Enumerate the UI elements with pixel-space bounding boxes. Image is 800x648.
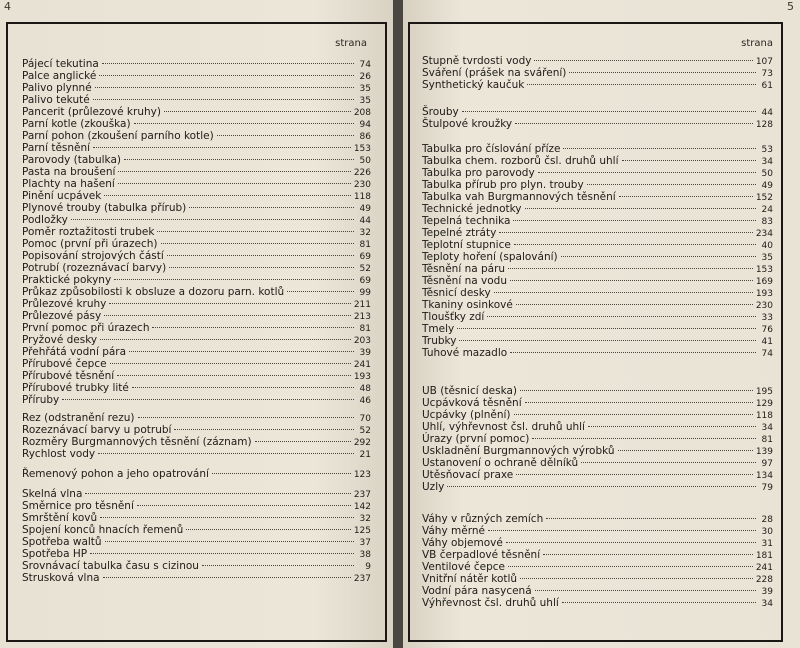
index-entry-page: 39 [359, 348, 371, 358]
index-entry-page: 53 [761, 145, 773, 155]
dot-leader [174, 429, 354, 430]
index-entry-text: Pájecí tekutina [22, 58, 99, 70]
index-entry-text: Rez (odstranění rezu) [22, 412, 135, 424]
index-entry-text: Teplotní stupnice [422, 239, 511, 251]
dot-leader [287, 291, 354, 292]
index-entry-page: 69 [359, 276, 371, 286]
index-entry-page: 34 [761, 599, 773, 609]
index-entry-text: Příruby [22, 394, 60, 406]
dot-leader [93, 147, 351, 148]
dot-leader [118, 183, 351, 184]
index-entry-page: 81 [359, 324, 371, 334]
dot-leader [514, 244, 756, 245]
dot-leader [189, 207, 354, 208]
index-entry-text: Váhy v různých zemích [422, 513, 544, 525]
index-entry-page: 134 [755, 471, 773, 481]
page-column-header-left: strana [335, 38, 367, 49]
index-entry-text: Výhřevnost čsl. druhů uhlí [422, 597, 559, 609]
dot-leader [93, 99, 354, 100]
index-entry-page: 34 [761, 157, 773, 167]
dot-leader [103, 577, 351, 578]
index-entry-text: Parovody (tabulka) [22, 154, 121, 166]
index-entry-text: Parní pohon (zkoušení parního kotle) [22, 130, 214, 142]
index-entry-text: Přírubové těsnění [22, 370, 115, 382]
index-entry-page: 193 [353, 372, 371, 382]
dot-leader [109, 303, 350, 304]
index-entry-text: Tabulka přírub pro plyn. trouby [422, 179, 584, 191]
index-entry-text: Tkaniny osinkové [422, 299, 513, 311]
dot-leader [532, 438, 756, 439]
index-entry [22, 572, 371, 585]
dot-leader [105, 541, 354, 542]
index-entry-page: 73 [761, 69, 773, 79]
dot-leader [520, 390, 753, 391]
index-entry-page: 193 [755, 289, 773, 299]
index-entry-page: 40 [761, 241, 773, 251]
dot-leader [514, 414, 753, 415]
index-entry-page: 38 [359, 550, 371, 560]
dot-leader [510, 280, 753, 281]
index-entry-text: Přehřátá vodní pára [22, 346, 127, 358]
index-entry-text: Těsnění na vodu [422, 275, 507, 287]
page-column-header-right: strana [741, 38, 773, 49]
index-entry-page: 49 [359, 204, 371, 214]
dot-leader [508, 566, 753, 567]
index-entry-page: 195 [755, 387, 773, 397]
dot-leader [124, 159, 354, 160]
index-entry-page: 142 [353, 502, 371, 512]
index-entry-page: 61 [761, 81, 773, 91]
dot-leader [618, 450, 753, 451]
dot-leader [563, 148, 756, 149]
index-entry-text: Tabulka chem. rozborů čsl. druhů uhlí [422, 155, 619, 167]
dot-leader [90, 553, 354, 554]
index-entry-page: 32 [359, 228, 371, 238]
index-entry-text: Tuhové mazadlo [422, 347, 508, 359]
index-entry-page: 153 [755, 265, 773, 275]
dot-leader [100, 517, 354, 518]
index-entry-text: Palivo plynné [22, 82, 92, 94]
index-entry-text: Směrnice pro těsnění [22, 500, 134, 512]
dot-leader [562, 602, 756, 603]
index-entry-page: 139 [755, 447, 773, 457]
index-entry-page: 241 [755, 563, 773, 573]
index-entry-text: Parní těsnění [22, 142, 91, 154]
dot-leader [508, 268, 753, 269]
index-entry-page: 292 [353, 438, 371, 448]
index-entry-page: 31 [761, 539, 773, 549]
index-entry-text: Průlezové pásy [22, 310, 102, 322]
index-entry-page: 32 [359, 514, 371, 524]
dot-leader [169, 267, 354, 268]
index-entry-text: Potrubí (rozeznávací barvy) [22, 262, 167, 274]
dot-leader [487, 316, 756, 317]
dot-leader [516, 304, 753, 305]
index-entry-text: Ucpávky (plnění) [422, 409, 511, 421]
index-entry [422, 347, 773, 360]
index-entry-text: Palivo tekuté [22, 94, 90, 106]
dot-leader [520, 578, 753, 579]
dot-leader [255, 441, 351, 442]
left-page [0, 0, 393, 648]
index-entry-page: 226 [353, 168, 371, 178]
index-entry-text: Ustanovení o ochraně dělníků [422, 457, 579, 469]
dot-leader [167, 255, 354, 256]
dot-leader [534, 60, 752, 61]
index-entry-text: Ucpávková těsnění [422, 397, 522, 409]
index-entry [22, 448, 371, 461]
index-entry-text: Průkaz způsobilosti k obsluze a dozoru parn. kotlů [22, 286, 285, 298]
dot-leader [132, 387, 354, 388]
index-entry-text: Praktické pokyny [22, 274, 112, 286]
dot-leader [217, 135, 354, 136]
index-entry-page: 203 [353, 336, 371, 346]
index-entry-page: 74 [761, 349, 773, 359]
right-index-frame [408, 22, 783, 642]
index-entry-text: Skelná vlna [22, 488, 83, 500]
index-entry [422, 597, 773, 610]
dot-leader [499, 232, 753, 233]
dot-leader [569, 72, 756, 73]
index-entry-text: Plachty na hašení [22, 178, 115, 190]
index-entry-text: Řemenový pohon a jeho opatrování [22, 468, 209, 480]
index-entry-text: Uhlí, výhřevnost čsl. druhů uhlí [422, 421, 585, 433]
page-number-left: 4 [4, 0, 11, 13]
index-entry-page: 97 [761, 459, 773, 469]
index-entry-text: Uzly [422, 481, 445, 493]
index-entry-page: 69 [359, 252, 371, 262]
dot-leader [129, 351, 354, 352]
index-entry-text: Poměr roztažitosti trubek [22, 226, 155, 238]
dot-leader [104, 195, 350, 196]
index-entry-page: 33 [761, 313, 773, 323]
index-entry-text: Palce anglické [22, 70, 97, 82]
dot-leader [152, 327, 354, 328]
left-index-frame [6, 22, 387, 642]
index-entry-page: 37 [359, 538, 371, 548]
index-entry-page: 46 [359, 396, 371, 406]
dot-leader [619, 196, 753, 197]
dot-leader [588, 426, 756, 427]
index-entry-page: 44 [761, 108, 773, 118]
index-entry-page: 81 [359, 240, 371, 250]
dot-leader [99, 75, 354, 76]
dot-leader [102, 63, 354, 64]
index-entry-page: 35 [359, 96, 371, 106]
index-entry-page: 228 [755, 575, 773, 585]
index-entry-text: Přírubové trubky lité [22, 382, 129, 394]
index-entry [22, 394, 371, 407]
dot-leader [494, 292, 753, 293]
dot-leader [138, 417, 355, 418]
index-entry-page: 24 [761, 205, 773, 215]
index-entry-page: 79 [761, 483, 773, 493]
index-entry-text: Pomoc (první při úrazech) [22, 238, 158, 250]
index-entry [22, 468, 371, 481]
index-entry-page: 44 [359, 216, 371, 226]
index-entry-text: Průlezové kruhy [22, 298, 107, 310]
dot-leader [186, 529, 350, 530]
index-entry-page: 118 [353, 192, 371, 202]
dot-leader [622, 160, 757, 161]
index-entry-page: 237 [353, 574, 371, 584]
index-entry-text: Pryžové desky [22, 334, 98, 346]
dot-leader [546, 518, 756, 519]
index-entry-page: 230 [755, 301, 773, 311]
index-entry-text: Synthetický kaučuk [422, 79, 525, 91]
dot-leader [488, 530, 756, 531]
index-entry-text: Spotřeba waltů [22, 536, 102, 548]
index-entry-page: 181 [755, 551, 773, 561]
index-entry-page: 153 [353, 144, 371, 154]
page-number-right: 5 [787, 0, 794, 13]
index-entry-text: Strusková vlna [22, 572, 100, 584]
dot-leader [516, 474, 753, 475]
index-entry-text: Stupně tvrdosti vody [422, 55, 532, 67]
index-entry-text: Podložky [22, 214, 68, 226]
dot-leader [114, 279, 354, 280]
index-entry-page: 21 [359, 450, 371, 460]
index-entry-page: 70 [359, 414, 371, 424]
index-entry-text: Rozeznávací barvy u potrubí [22, 424, 172, 436]
index-entry-page: 34 [761, 423, 773, 433]
index-entry-page: 213 [353, 312, 371, 322]
dot-leader [134, 123, 354, 124]
dot-leader [462, 111, 756, 112]
index-entry-text: Úrazy (první pomoc) [422, 433, 530, 445]
dot-leader [98, 453, 354, 454]
index-entry-page: 107 [755, 57, 773, 67]
index-entry-page: 52 [359, 426, 371, 436]
index-entry [422, 79, 773, 92]
index-entry-page: 49 [761, 181, 773, 191]
dot-leader [506, 542, 756, 543]
index-entry-page: 125 [353, 526, 371, 536]
index-entry-text: Tmely [422, 323, 455, 335]
index-entry-text: Popisování strojových částí [22, 250, 164, 262]
index-entry-text: Těsnění na páru [422, 263, 506, 275]
dot-leader [515, 123, 753, 124]
dot-leader [510, 352, 756, 353]
index-entry-page: 81 [761, 435, 773, 445]
index-entry-page: 123 [353, 470, 371, 480]
dot-leader [457, 328, 756, 329]
index-entry-text: Ventilové čepce [422, 561, 506, 573]
index-entry-page: 230 [353, 180, 371, 190]
index-entry-page: 9 [365, 562, 371, 572]
index-entry-page: 39 [761, 587, 773, 597]
index-entry-page: 237 [353, 490, 371, 500]
index-entry-text: Rychlost vody [22, 448, 96, 460]
index-entry-page: 86 [359, 132, 371, 142]
dot-leader [118, 171, 350, 172]
index-entry-page: 118 [755, 411, 773, 421]
dot-leader [535, 590, 756, 591]
index-entry-text: Teploty hoření (spalování) [422, 251, 558, 263]
dot-leader [161, 243, 355, 244]
dot-leader [104, 315, 351, 316]
index-entry-text: Váhy měrné [422, 525, 485, 537]
index-entry-text: Trubky [422, 335, 457, 347]
index-entry-page: 41 [761, 337, 773, 347]
index-entry-text: První pomoc při úrazech [22, 322, 150, 334]
index-entry-page: 152 [755, 193, 773, 203]
index-entry-text: Tabulka pro parovody [422, 167, 535, 179]
index-entry-page: 35 [359, 84, 371, 94]
dot-leader [525, 208, 756, 209]
dot-leader [525, 402, 753, 403]
index-entry-page: 76 [761, 325, 773, 335]
index-entry-page: 30 [761, 527, 773, 537]
index-entry-text: Tepelná technika [422, 215, 511, 227]
dot-leader [527, 84, 756, 85]
index-entry-text: UB (těsnicí deska) [422, 385, 517, 397]
dot-leader [137, 505, 351, 506]
dot-leader [459, 340, 756, 341]
index-entry-text: Rozměry Burgmannových těsnění (záznam) [22, 436, 252, 448]
index-entry-text: Spojení konců hnacích řemenů [22, 524, 184, 536]
index-entry-page: 211 [353, 300, 371, 310]
index-entry-page: 28 [761, 515, 773, 525]
dot-leader [85, 493, 350, 494]
index-entry-text: Parní kotle (zkouška) [22, 118, 131, 130]
index-entry-text: Spotřeba HP [22, 548, 88, 560]
dot-leader [157, 231, 354, 232]
index-entry-text: Přírubové čepce [22, 358, 107, 370]
index-entry-text: Tloušťky zdí [422, 311, 485, 323]
dot-leader [543, 554, 753, 555]
dot-leader [561, 256, 756, 257]
index-entry-page: 234 [755, 229, 773, 239]
index-entry-text: Utěsňovací praxe [422, 469, 514, 481]
index-entry-page: 26 [359, 72, 371, 82]
dot-leader [110, 363, 351, 364]
index-entry-page: 208 [353, 108, 371, 118]
index-entry-page: 128 [755, 120, 773, 130]
dot-leader [164, 111, 351, 112]
dot-leader [587, 184, 756, 185]
index-entry-text: Pancerit (průlezové kruhy) [22, 106, 161, 118]
index-entry-text: Šrouby [422, 106, 459, 118]
dot-leader [62, 399, 354, 400]
index-entry-page: 129 [755, 399, 773, 409]
index-entry-page: 74 [359, 60, 371, 70]
dot-leader [100, 339, 351, 340]
index-entry-page: 241 [353, 360, 371, 370]
index-entry-page: 52 [359, 264, 371, 274]
index-entry-text: Pinění ucpávek [22, 190, 102, 202]
dot-leader [212, 473, 351, 474]
index-entry [422, 481, 773, 494]
index-entry-text: Srovnávací tabulka času s cizinou [22, 560, 199, 572]
dot-leader [202, 565, 354, 566]
index-entry-text: Pasta na broušení [22, 166, 116, 178]
index-entry-page: 50 [359, 156, 371, 166]
index-entry-text: Těsnicí desky [422, 287, 491, 299]
index-entry-text: Váhy objemové [422, 537, 503, 549]
index-entry-page: 169 [755, 277, 773, 287]
index-entry-page: 83 [761, 217, 773, 227]
index-entry-text: Sváření (prášek na sváření) [422, 67, 567, 79]
index-entry-text: VB čerpadlové těsnění [422, 549, 541, 561]
index-entry-page: 94 [359, 120, 371, 130]
index-entry-text: Plynové trouby (tabulka přírub) [22, 202, 187, 214]
index-entry [422, 118, 773, 131]
index-entry-text: Smrštění kovů [22, 512, 98, 524]
index-entry-page: 50 [761, 169, 773, 179]
index-entry-page: 48 [359, 384, 371, 394]
dot-leader [513, 220, 756, 221]
index-entry-text: Vnitřní nátěr kotlů [422, 573, 518, 585]
index-entry-text: Technické jednotky [422, 203, 522, 215]
index-entry-text: Štulpové kroužky [422, 118, 513, 130]
dot-leader [71, 219, 354, 220]
index-entry-text: Tabulka vah Burgmannových těsnění [422, 191, 616, 203]
dot-leader [95, 87, 354, 88]
index-entry-text: Tabulka pro číslování příze [422, 143, 561, 155]
dot-leader [538, 172, 756, 173]
index-entry-text: Tepelné ztráty [422, 227, 497, 239]
index-entry-text: Uskladnění Burgmannových výrobků [422, 445, 615, 457]
dot-leader [581, 462, 756, 463]
right-page [403, 0, 800, 648]
index-entry-page: 35 [761, 253, 773, 263]
index-entry-text: Vodní pára nasycená [422, 585, 532, 597]
dot-leader [117, 375, 351, 376]
dot-leader [447, 486, 756, 487]
index-entry-page: 99 [359, 288, 371, 298]
